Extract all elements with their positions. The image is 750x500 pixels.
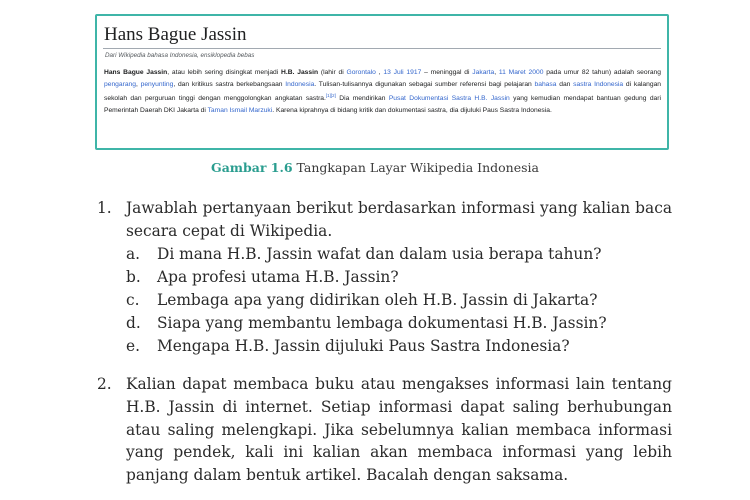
- wiki-tagline: Dari Wikipedia bahasa Indonesia, ensiklopedia bebas: [105, 52, 255, 59]
- sub-question-e: [126, 335, 672, 358]
- wiki-text: (lahir di: [318, 69, 347, 76]
- wiki-bold-short-name: H.B. Jassin: [281, 69, 319, 76]
- wiki-text: pada umur 82 tahun) adalah seorang: [543, 69, 661, 76]
- wiki-link-deathdate[interactable]: 11 Maret 2000: [498, 69, 544, 76]
- wiki-text: ,: [494, 69, 499, 76]
- sub-question-text: Di mana H.B. Jassin wafat dan dalam usia berapa tahun?: [157, 244, 602, 263]
- wiki-text: Dia mendirikan: [335, 95, 389, 103]
- question-number: 1.: [97, 199, 112, 217]
- wiki-bold-name: Hans Bague Jassin: [104, 69, 168, 76]
- question-number: 2.: [97, 375, 112, 393]
- sub-question-letter: c.: [126, 290, 140, 309]
- sub-question-text: Lembaga apa yang didirikan oleh H.B. Jassin di Jakarta?: [157, 290, 598, 309]
- figure-caption-text: Tangkapan Layar Wikipedia Indonesia: [292, 160, 539, 175]
- wiki-link-bahasa[interactable]: bahasa: [534, 80, 557, 88]
- sub-question-text: Mengapa H.B. Jassin dijuluki Paus Sastra Indonesia?: [157, 336, 570, 355]
- wiki-link-indonesia[interactable]: Indonesia: [285, 80, 315, 88]
- wiki-link-birthplace[interactable]: Gorontalo: [346, 69, 376, 76]
- wiki-text: , dan kritikus sastra berkebangsaan: [173, 80, 286, 88]
- wiki-text: . Karena kiprahnya di bidang kritik dan dokumentasi sastra, dia dijuluki Paus Sastra Indonesia.: [272, 107, 552, 115]
- wiki-text: – meninggal di: [421, 69, 473, 76]
- wiki-text: ,: [135, 80, 141, 88]
- sub-question-text: Siapa yang membantu lembaga dokumentasi H.B. Jassin?: [157, 313, 607, 332]
- wiki-article-title: Hans Bague Jassin: [104, 24, 247, 45]
- wiki-link-pusat-dokumentasi[interactable]: Pusat Dokumentasi Sastra H.B. Jassin: [388, 95, 510, 103]
- wiki-link-deathplace[interactable]: Jakarta: [472, 69, 495, 76]
- question-2: [97, 373, 672, 487]
- wiki-link-pengarang[interactable]: pengarang: [104, 80, 136, 88]
- wikipedia-screenshot: [95, 14, 669, 150]
- question-1: [97, 197, 672, 358]
- wiki-title-divider: [103, 48, 661, 49]
- question-text: Jawablah pertanyaan berikut berdasarkan informasi yang kalian baca secara cepat di Wikipedia.: [126, 199, 672, 240]
- sub-question-letter: e.: [126, 336, 141, 355]
- wiki-text: , atau lebih sering disingkat menjadi: [167, 69, 282, 76]
- sub-question-a: [126, 243, 672, 266]
- sub-question-c: [126, 289, 672, 312]
- wiki-text: dan: [556, 80, 574, 88]
- wiki-text: di kalangan sekolah dan perguruan tinggi dengan menggolongkan angkatan sastra.: [104, 80, 662, 103]
- wiki-article-paragraph: [104, 67, 661, 117]
- wiki-text: ,: [375, 69, 384, 76]
- sub-question-letter: b.: [126, 267, 141, 286]
- wiki-reference-links[interactable]: [1][2]: [325, 93, 336, 99]
- wiki-link-birthdate[interactable]: 13 Juli 1917: [383, 69, 422, 76]
- sub-question-b: [126, 266, 672, 289]
- figure-caption: [0, 160, 750, 175]
- wiki-link-penyunting[interactable]: penyunting: [140, 80, 174, 88]
- wiki-text: yang kemudian mendapat bantuan gedung dari Pemerintah Daerah DKI Jakarta di: [104, 95, 661, 115]
- question-text: Kalian dapat membaca buku atau mengakses informasi lain tentang H.B. Jassin di internet. Setiap informasi dapat saling berhubungan atau saling melengkapi. Jika sebelumnya kalian membaca informasi yang pendek, kali ini kalian akan membaca informasi yang lebih panjang dalam bentuk artikel. Bacalah dengan saksama.: [126, 375, 672, 485]
- sub-question-text: Apa profesi utama H.B. Jassin?: [157, 267, 399, 286]
- wiki-link-sastra-indonesia[interactable]: sastra Indonesia: [573, 80, 624, 88]
- sub-question-d: [126, 312, 672, 335]
- wiki-text: . Tulisan-tulisannya digunakan sebagai sumber referensi bagi pelajaran: [314, 80, 535, 88]
- figure-caption-label: Gambar 1.6: [211, 160, 293, 175]
- sub-question-letter: a.: [126, 244, 141, 263]
- wiki-link-taman-ismail-marzuki[interactable]: Taman Ismail Marzuki: [207, 107, 273, 115]
- sub-question-letter: d.: [126, 313, 141, 332]
